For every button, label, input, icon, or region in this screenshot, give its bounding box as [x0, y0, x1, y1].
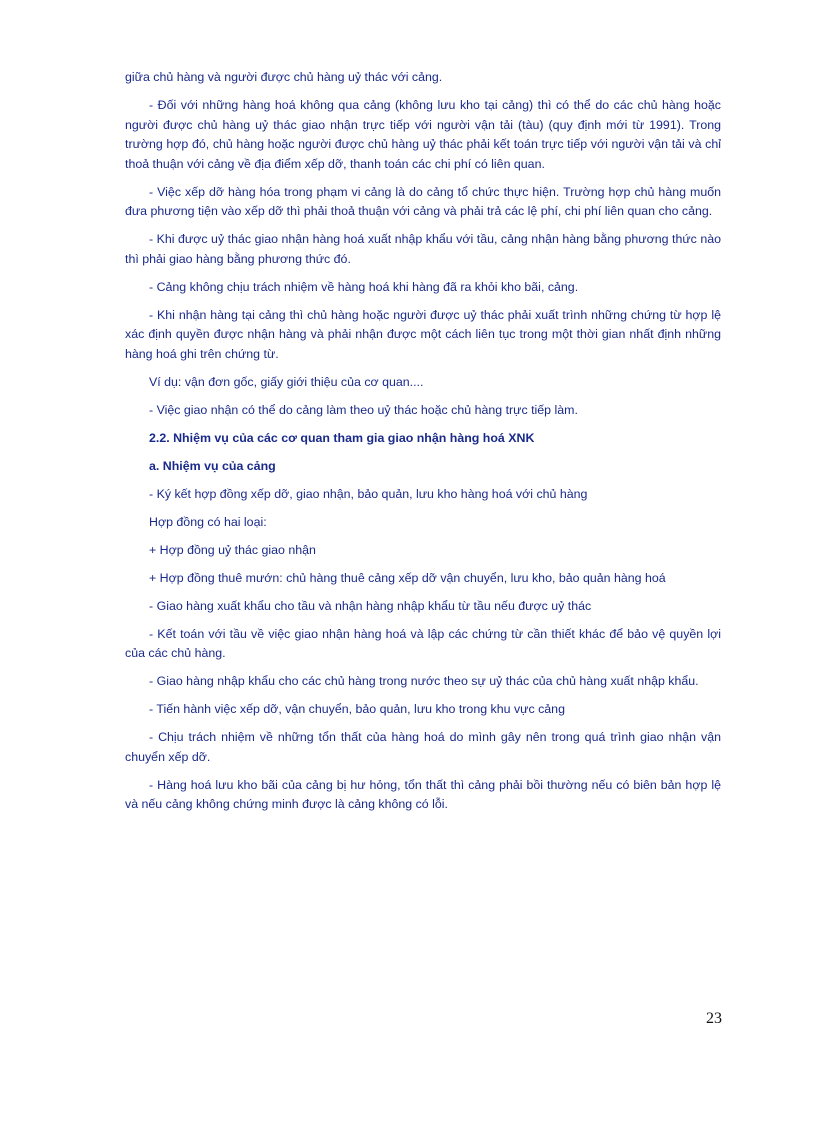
list-item: - Tiến hành việc xếp dỡ, vận chuyển, bảo quản, lưu kho trong khu vực cảng: [149, 702, 565, 716]
list-item: - Hàng hoá lưu kho bãi của cảng bị hư hỏng, tổn thất thì cảng phải bồi thường nếu có biên bản hợp lệ và nếu cảng không chứng minh được là cảng không có lỗi.: [125, 777, 721, 811]
paragraph-delivery-method: - Khi được uỷ thác giao nhận hàng hoá xuất nhập khẩu với tầu, cảng nhận hàng bằng phương thức nào thì phải giao hàng bằng phương thức đó.: [125, 232, 721, 266]
paragraph-goods-not-via-port: - Đối với những hàng hoá không qua cảng (không lưu kho tại cảng) thì có thể do các chủ hàng hoặc người được chủ hàng uỷ thác giao nhận trực tiếp với người vận tải (tàu) (quy định mới từ 1991). Trong trường hợp đó, chủ hàng hoặc người được chủ hàng uỷ thác phải kết toán trực tiếp với người vận tải và chỉ thoả thuận với cảng về địa điểm xếp dỡ, thanh toán các chi phí có liên quan.: [125, 98, 721, 171]
list-item: + Hợp đồng thuê mướn: chủ hàng thuê cảng xếp dỡ vận chuyển, lưu kho, bảo quản hàng hoá: [149, 570, 666, 585]
page-body: [125, 68, 721, 823]
section-heading: 2.2. Nhiệm vụ của các cơ quan tham gia giao nhận hàng hoá XNK: [149, 430, 535, 445]
paragraph-receiving-documents: - Khi nhận hàng tại cảng thì chủ hàng hoặc người được uỷ thác phải xuất trình những chứng từ hợp lệ xác định quyền được nhận hàng và phải nhận được một cách liên tục trong một thời gian nhất định những hàng hoá ghi trên chứng từ.: [125, 307, 721, 361]
list-item: - Chịu trách nhiệm về những tổn thất của hàng hoá do mình gây nên trong quá trình giao nhận vận chuyển xếp dỡ.: [125, 730, 721, 764]
paragraph-port-not-liable: - Cảng không chịu trách nhiệm về hàng hoá khi hàng đã ra khỏi kho bãi, cảng.: [149, 279, 579, 294]
paragraph-delivery-by-port: - Việc giao nhận có thể do cảng làm theo uỷ thác hoặc chủ hàng trực tiếp làm.: [149, 402, 578, 417]
continuation-paragraph: giữa chủ hàng và người được chủ hàng uỷ thác với cảng.: [125, 70, 443, 84]
list-item: - Giao hàng nhập khẩu cho các chủ hàng trong nước theo sự uỷ thác của chủ hàng xuất nhập khẩu.: [149, 674, 699, 688]
subsection-heading: a. Nhiệm vụ của cảng: [149, 458, 276, 473]
paragraph-example: Ví dụ: vận đơn gốc, giấy giới thiệu của cơ quan....: [149, 374, 424, 389]
list-item: + Hợp đồng uỷ thác giao nhận: [149, 542, 316, 557]
list-item: - Ký kết hợp đồng xếp dỡ, giao nhận, bảo quản, lưu kho hàng hoá với chủ hàng: [149, 486, 588, 501]
page-number: 23: [706, 1010, 722, 1027]
paragraph-loading-within-port: - Việc xếp dỡ hàng hóa trong phạm vi cảng là do cảng tổ chức thực hiện. Trường hợp chủ hàng muốn đưa phương tiện vào xếp dỡ thì phải thoả thuận với cảng và phải trả các lệ phí, chi phí liên quan cho cảng.: [125, 184, 721, 218]
list-item: - Kết toán với tầu về việc giao nhận hàng hoá và lập các chứng từ cần thiết khác để bảo vệ quyền lợi của các chủ hàng.: [125, 626, 721, 660]
list-item: - Giao hàng xuất khẩu cho tầu và nhận hàng nhập khẩu từ tầu nếu được uỷ thác: [149, 598, 592, 613]
list-item: Hợp đồng có hai loại:: [149, 514, 267, 529]
